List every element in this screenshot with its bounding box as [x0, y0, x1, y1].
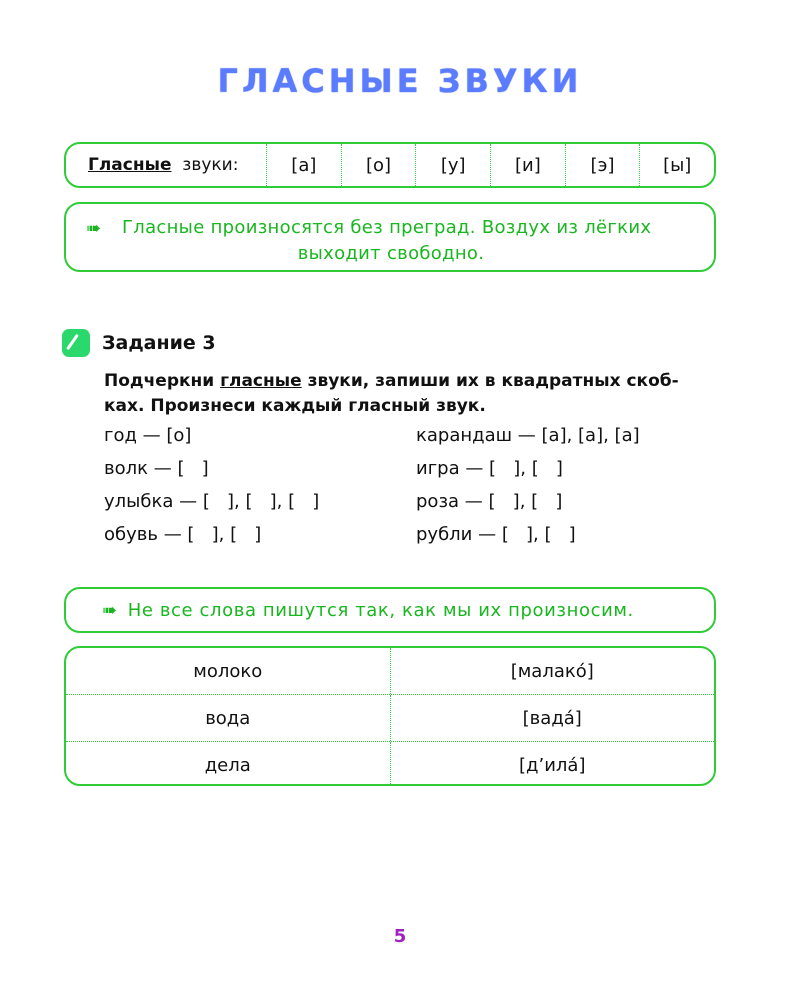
task-header: [62, 329, 216, 357]
vowels-label: [66, 155, 266, 175]
sound-cell: [малако́]: [390, 648, 715, 694]
vowels-label-rest: звуки:: [182, 155, 239, 175]
task-title: Задание 3: [102, 332, 216, 354]
instr-underlined: гласные: [220, 371, 302, 391]
vowels-label-bold: Гласные: [88, 155, 172, 175]
spelling-note: [64, 587, 716, 633]
sound-cell: [вада́]: [390, 695, 715, 741]
rule-note-line2: выходит свободно.: [297, 243, 485, 264]
page-number: 5: [393, 926, 407, 947]
exercise-item: игра — [ ], [ ]: [416, 458, 563, 479]
exercise-item: роза — [ ], [ ]: [416, 491, 563, 512]
rule-note: [64, 202, 716, 272]
instr-part: звуки, запиши их в квадратных скоб-: [301, 371, 679, 391]
exercise-item: год — [о]: [104, 425, 192, 446]
page-title: ГЛАСНЫЕ ЗВУКИ: [217, 62, 583, 100]
exercise-item: улыбка — [ ], [ ], [ ]: [104, 491, 320, 512]
exercise-item: обувь — [ ], [ ]: [104, 524, 262, 545]
word-cell: дела: [204, 754, 251, 776]
word-cell: вода: [205, 707, 251, 729]
sound-cell: [д’ила́]: [390, 742, 715, 786]
pronunciation-table: [64, 646, 716, 786]
instr-line2: ках. Произнеси каждый гласный звук.: [104, 396, 486, 416]
exercise-item: рубли — [ ], [ ]: [416, 524, 576, 545]
instr-part: Подчеркни: [104, 371, 221, 391]
vowel-cell: [ы]: [639, 144, 714, 186]
vowel-cell: [у]: [415, 144, 490, 186]
pencil-icon: [62, 329, 90, 357]
table-row: [66, 695, 714, 742]
table-row: [66, 648, 714, 695]
spelling-note-text: Не все слова пишутся так, как мы их произносим.: [127, 599, 634, 621]
exercise-item: волк — [ ]: [104, 458, 209, 479]
vowels-box: [64, 142, 716, 188]
vowel-cell: [э]: [565, 144, 640, 186]
arrow-right-icon: ➠: [102, 599, 118, 621]
word-cell: молоко: [193, 660, 263, 682]
vowel-cell: [и]: [490, 144, 565, 186]
exercise-item: карандаш — [а], [а], [а]: [416, 425, 640, 446]
task-instruction: [104, 369, 716, 419]
table-row: [66, 742, 714, 786]
vowel-cell: [а]: [266, 144, 341, 186]
arrow-right-icon: ➠: [86, 218, 102, 239]
vowel-cell: [о]: [341, 144, 416, 186]
rule-note-line1: Гласные произносятся без преград. Воздух из лёгких: [122, 217, 652, 238]
